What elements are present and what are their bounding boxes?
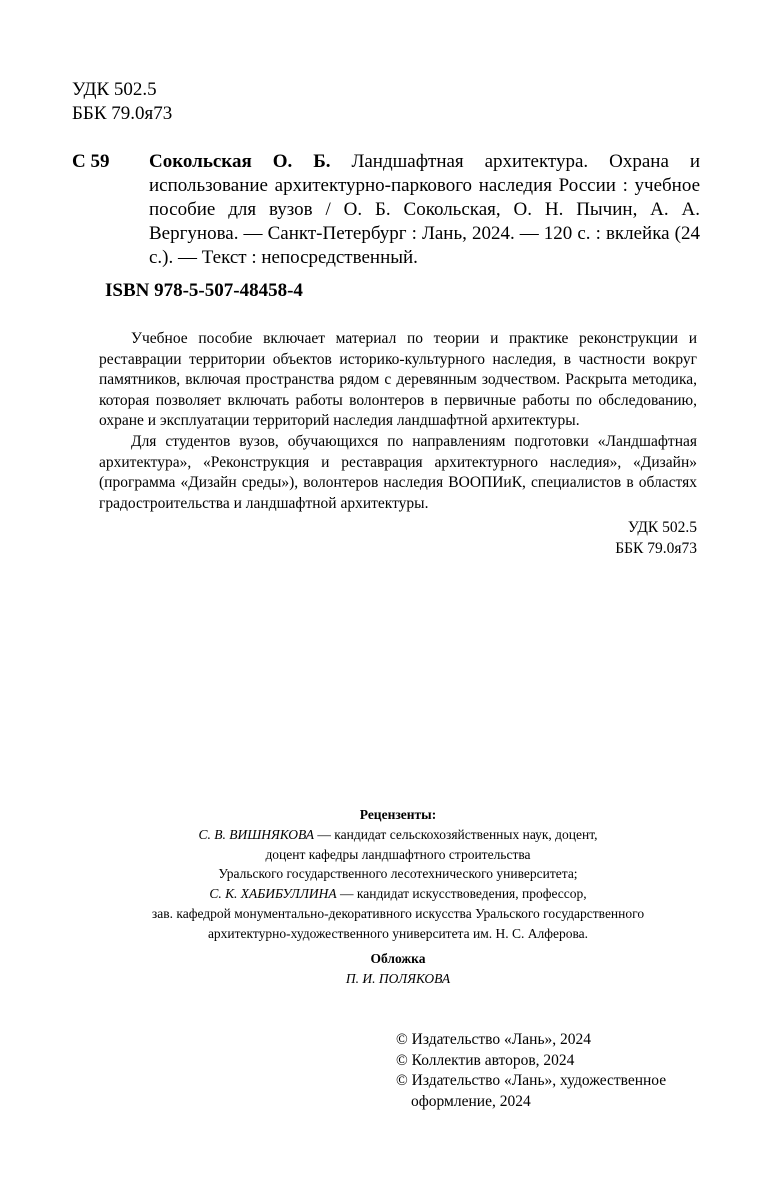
bibliographic-description	[149, 150, 700, 270]
cover-designer: П. И. ПОЛЯКОВА	[345, 970, 451, 986]
reviewers-block	[99, 805, 697, 944]
reviewer-1-affiliation: Уральского государственного лесотехнического университета;	[218, 866, 578, 882]
reviewers-heading: Рецензенты:	[359, 807, 437, 822]
author-name: Сокольская О. Б.	[149, 151, 331, 172]
reviewer-1	[99, 825, 697, 845]
catalog-entry	[72, 150, 700, 270]
abstract-bbk: ББК 79.0я73	[615, 539, 697, 557]
copyright-design: © Издательство «Лань», художественное	[396, 1072, 667, 1089]
reviewer-2-name: С. К. ХАБИБУЛЛИНА	[209, 886, 337, 902]
copyright-block	[396, 1030, 706, 1112]
copyright-authors: © Коллектив авторов, 2024	[396, 1051, 575, 1069]
reviewer-1-position: доцент кафедры ландшафтного строительства	[265, 846, 531, 862]
bbk-code: ББК 79.0я73	[72, 103, 173, 124]
isbn: ISBN 978-5-507-48458-4	[105, 280, 303, 301]
reviewer-2	[99, 884, 697, 904]
reviewer-1-name: С. В. ВИШНЯКОВА	[198, 826, 314, 842]
cover-credit	[99, 949, 697, 989]
abstract-udk: УДК 502.5	[627, 519, 697, 537]
udk-code: УДК 502.5	[72, 79, 157, 100]
reviewer-2-affiliation: архитектурно-художественного университета им. Н. С. Алферова.	[207, 925, 589, 941]
abstract	[99, 329, 697, 560]
copyright-publisher: © Издательство «Лань», 2024	[396, 1031, 592, 1048]
description-text: Ландшафтная архитектура. Охрана и использование архитектурно-паркового наследия России : учебное пособие для вузов / О. Б. Сокольская, О. Н. Пычин, А. А. Вергунова. — Санкт-Петербург : Лань, 2024. — 120 с. : вклейка (24 с.). — Текст : непосредственный.	[149, 151, 701, 268]
cover-heading: Обложка	[370, 951, 426, 966]
classification-block	[72, 78, 172, 126]
copyright-design-continued: оформление, 2024	[411, 1092, 531, 1110]
abstract-paragraph: Учебное пособие включает материал по теории и практике реконструкции и реставрации территории объектов историко-культурного наследия, в частности вокруг памятников, включая пространства рядом с деревянным зодчеством. Раскрыта методика, которая позволяет включать работы волонтеров в первичные работы по обследованию, охране и эксплуатации территорий наследия ландшафтной архитектуры.	[99, 330, 697, 430]
author-mark: С 59	[72, 151, 110, 172]
reviewer-1-credentials: — кандидат сельскохозяйственных наук, доцент,	[314, 826, 598, 842]
reviewer-2-position: зав. кафедрой монументально-декоративного искусства Уральского государственного	[151, 905, 645, 921]
reviewer-2-credentials: — кандидат искусствоведения, профессор,	[336, 886, 587, 902]
audience-paragraph: Для студентов вузов, обучающихся по направлениям подготовки «Ландшафтная архитектура», «Реконструкция и реставрация архитектурного наследия», «Дизайн» (программа «Дизайн среды»), волонтеров наследия ВООПИиК, специалистов в областях градостроительства и ландшафтной архитектуры.	[99, 432, 697, 512]
